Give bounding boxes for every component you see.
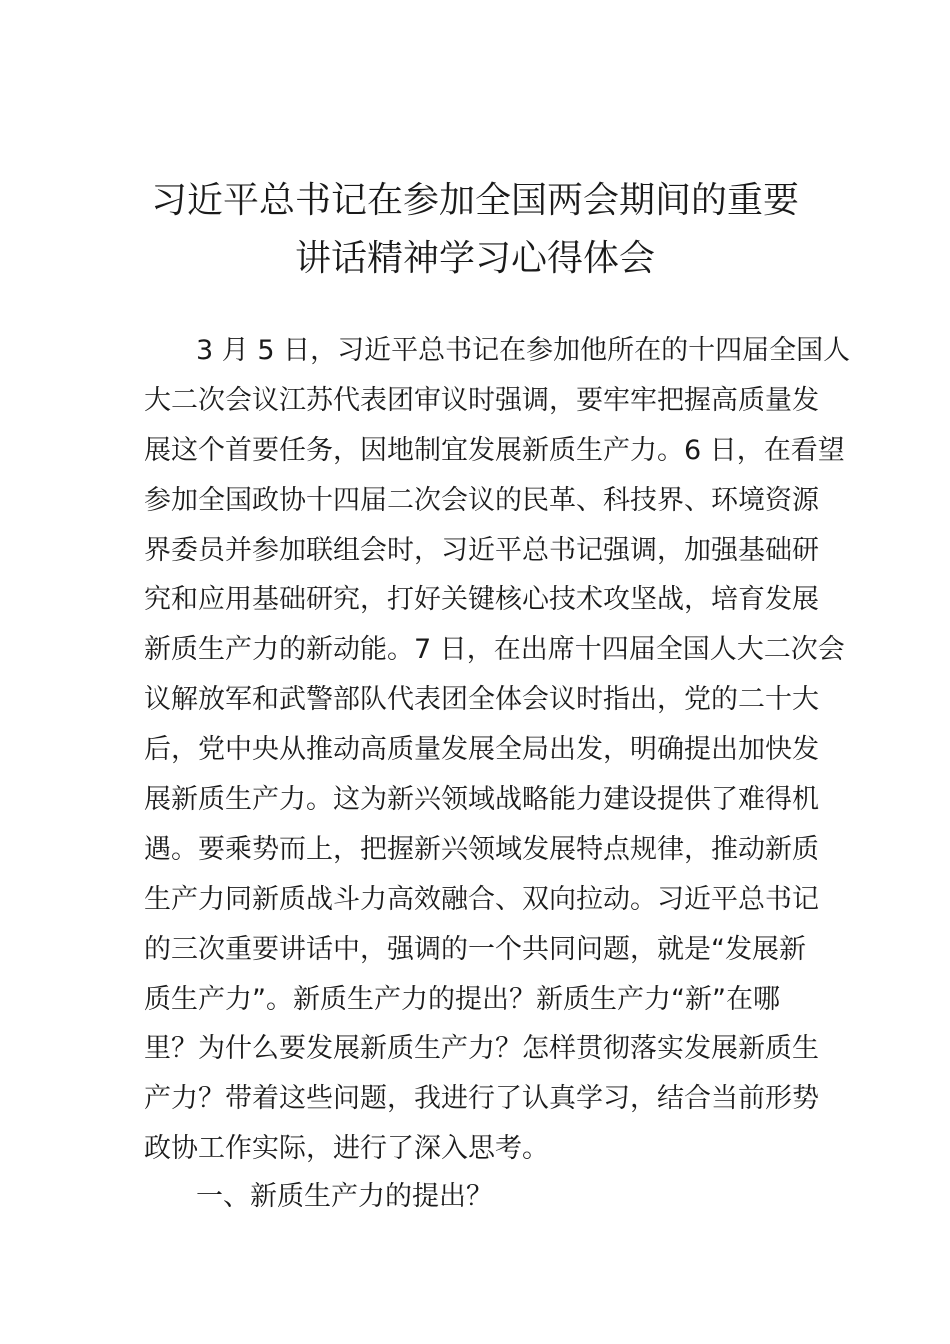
paragraph-line: 新质生产力的新动能。7 日，在出席十四届全国人大二次会 [144, 634, 845, 666]
section-heading: 一、新质生产力的提出？ [196, 1181, 493, 1212]
paragraph-line: 遇。要乘势而上，把握新兴领域发展特点规律，推动新质 [144, 833, 819, 865]
paragraph-line: 界委员并参加联组会时，习近平总书记强调，加强基础研 [144, 534, 819, 566]
paragraph-line: 展新质生产力。这为新兴领域战略能力建设提供了难得机 [144, 784, 819, 816]
paragraph-line: 展这个首要任务，因地制宜发展新质生产力。6 日，在看望 [144, 434, 845, 466]
title-line-1: 习近平总书记在参加全国两会期间的重要 [150, 180, 799, 221]
paragraph-line: 3 月 5 日，习近平总书记在参加他所在的十四届全国人 [196, 335, 851, 366]
paragraph-line: 议解放军和武警部队代表团全体会议时指出，党的二十大 [144, 684, 819, 716]
paragraph-line: 的三次重要讲话中，强调的一个共同问题，就是“发展新 [144, 933, 806, 965]
paragraph-line: 质生产力”。新质生产力的提出？新质生产力“新”在哪 [144, 983, 780, 1015]
title-line-2: 讲话精神学习心得体会 [294, 238, 655, 279]
body-paragraph [144, 326, 851, 1174]
paragraph-line: 后，党中央从推动高质量发展全局出发，明确提出加快发 [144, 734, 819, 766]
paragraph-line: 里？为什么要发展新质生产力？怎样贯彻落实发展新质生 [144, 1033, 819, 1065]
paragraph-line: 政协工作实际，进行了深入思考。 [144, 1133, 549, 1165]
paragraph-line: 究和应用基础研究，打好关键核心技术攻坚战，培育发展 [144, 584, 819, 616]
paragraph-line: 大二次会议江苏代表团审议时强调，要牢牢把握高质量发 [144, 384, 819, 416]
paragraph-line: 参加全国政协十四届二次会议的民革、科技界、环境资源 [144, 484, 819, 516]
paragraph-line: 产力？带着这些问题，我进行了认真学习，结合当前形势 [144, 1083, 819, 1115]
document-title [120, 172, 830, 288]
paragraph-line: 生产力同新质战斗力高效融合、双向拉动。习近平总书记 [144, 883, 819, 915]
